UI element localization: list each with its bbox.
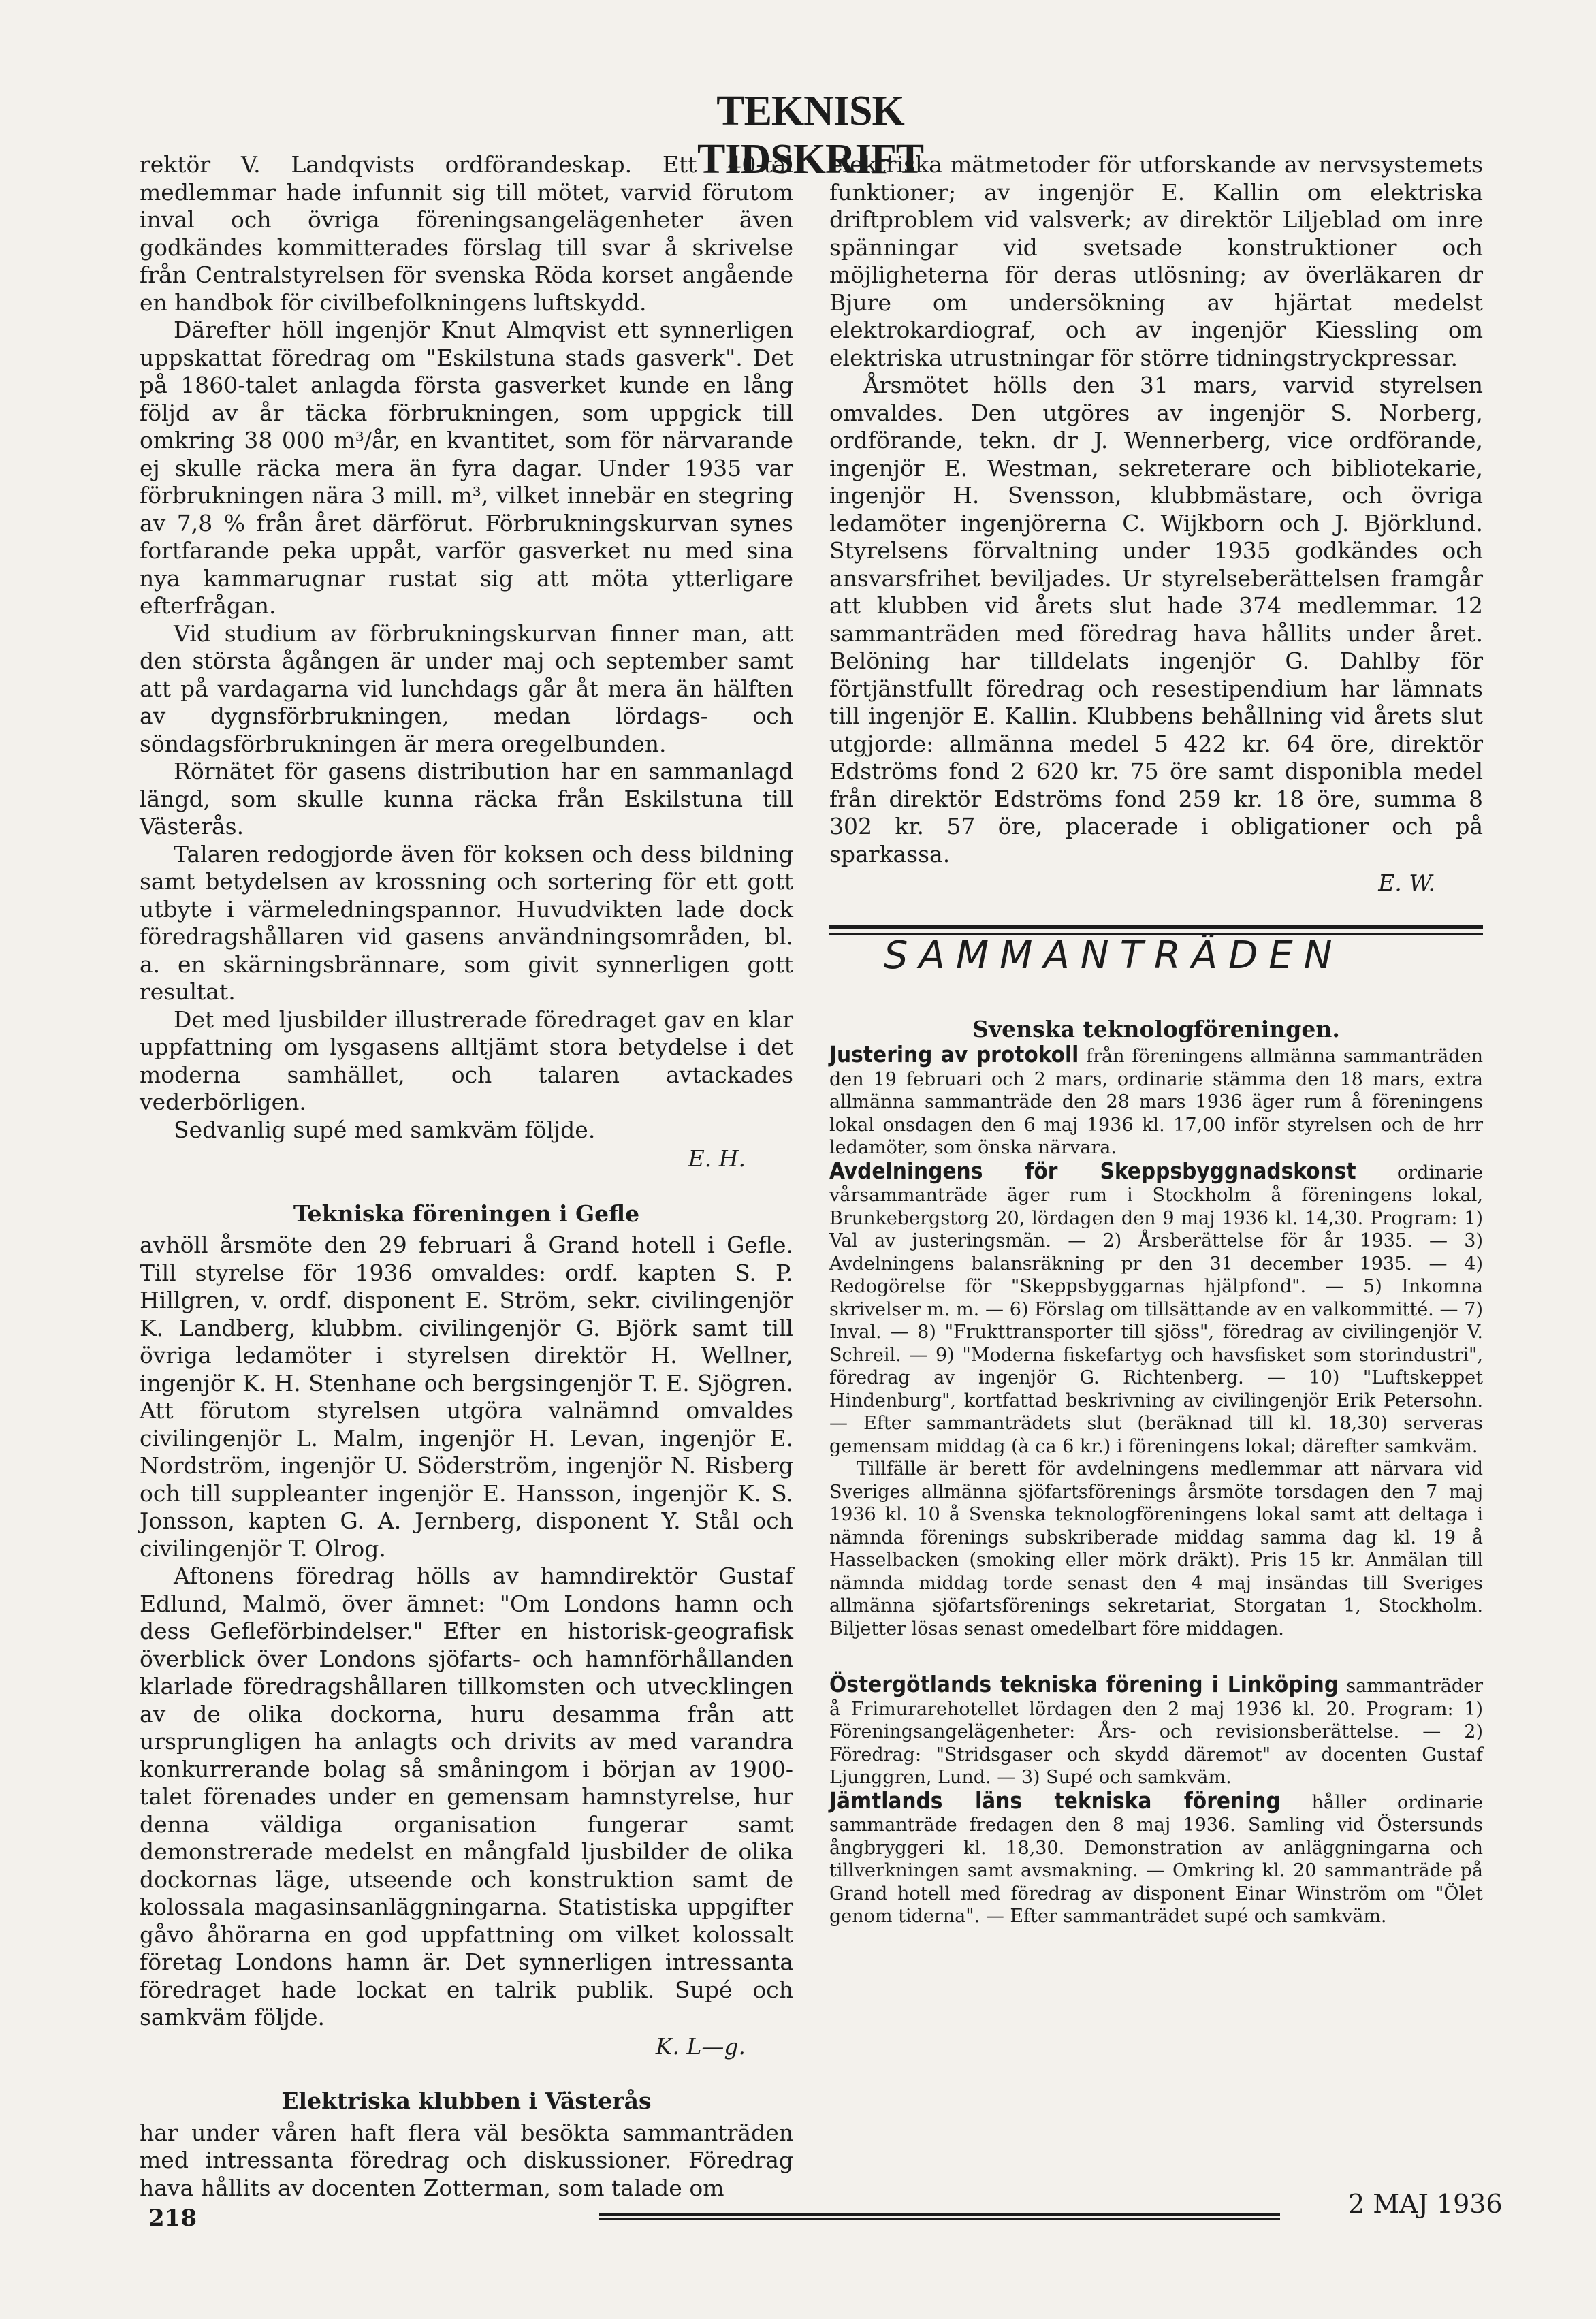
footer-divider [599, 2218, 1280, 2220]
paragraph: Talaren redogjorde även för koksen och dess bildning samt betydelsen av krossning och sortering för ett gott utbyte i värmeledningspannor. Huvudvikten lade dock föredragshållaren vid gasens användningsområden, bl. a. en skärningsbrännare, som givit synnerligen gott resultat. [140, 840, 793, 1005]
subsection-heading: Svenska teknologföreningen. [972, 1015, 1340, 1042]
entry-title: Justering av protokoll [829, 1041, 1079, 1068]
entry-text: håller ordinarie sammanträde fredagen den 8 maj 1936. Samling vid Östersunds ångbryggeri kl. 18,30. Demonstration av anläggningarna och tillverkningen samt avsmakning. — Omkring kl. 20 sammanträde på Grand hotell med föredrag av disponent Einar Winström om "Ölet genom tiderna". — Efter sammanträdet supé och samkväm. [829, 1791, 1483, 1927]
paragraph: Rörnätet för gasens distribution har en sammanlagd längd, som skulle kunna räcka från Eskilstuna till Västerås. [140, 758, 793, 839]
entry-text: ordinarie vårsammanträde äger rum i Stockholm å föreningens lokal, Brunkebergstorg 20, lördagen den 9 maj 1936 kl. 14,30. Program: 1) Val av justeringsmän. — 2) Årsberättelse för år 1935. — 3) Avdelningens balansräkning pr den 31 december 1935. — 4) Redogörelse för "Skeppsbyggarnas hjälpfond". — 5) Inkomna skrivelser m. m. — 6) Förslag om tillsättande av en valkommitté. — 7) Inval. — 8) "Frukttransporter till sjöss", föredrag av civilingenjör V. Schreil. — 9) "Moderna fiskefartyg och havsfisket som storindustri", föredrag av ingenjör G. Richtenberg. — 10) "Luftskeppet Hindenburg", kortfattad beskrivning av civilingenjör Erik Petersohn. — Efter sammanträdets slut (beräknad till kl. 18,30) serveras gemensam middag (à ca 6 kr.) i föreningens lokal; därefter samkväm. [829, 1162, 1483, 1457]
section-heading-vasteras: Elektriska klubben i Västerås [281, 2088, 652, 2114]
paragraph: Därefter höll ingenjör Knut Almqvist ett synnerligen uppskattat föredrag om "Eskilstuna stads gasverk". Det på 1860-talet anlagda första gasverket kunde en lång följd av år täcka förbrukningen, som uppgick till omkring 38 000 m³/år, en kvantitet, som för närvarande ej skulle räcka mera än fyra dagar. Under 1935 var förbrukningen nära 3 mill. m³, vilket innebär en stegring av 7,8 % från året därförut. Förbrukningskurvan synes fortfarande peka uppåt, varför gasverket nu med sina nya kammarugnar rustat sig att möta ytterligare efterfrågan. [140, 317, 793, 619]
meeting-entry [829, 1157, 1483, 1458]
section-banner: SAMMANTRÄDEN [884, 933, 1343, 978]
masthead: TEKNISK TIDSKRIFT [697, 88, 924, 182]
paragraph: Årsmötet hölls den 31 mars, varvid styrelsen omvaldes. Den utgöres av ingenjör S. Norberg, ordförande, tekn. dr J. Wennerberg, vice ordförande, ingenjör E. Westman, sekreterare och bibliotekarie, ingenjör H. Svensson, klubbmästare, och övriga ledamöter ingenjörerna C. Wijkborn och J. Björklund. Styrelsens förvaltning under 1935 godkändes och ansvarsfrihet beviljades. Ur styrelseberättelsen framgår att klubben vid årets slut hade 374 medlemmar. 12 sammanträden med föredrag hava hållits under året. Belöning har tilldelats ingenjör G. Dahlby för förtjänstfullt föredrag och resestipendium har lämnats till ingenjör E. Kallin. Klubbens behållning vid årets slut utgjorde: allmänna medel 5 422 kr. 64 öre, direktör Edströms fond 2 620 kr. 75 öre samt disponibla medel från direktör Edströms fond 259 kr. 18 öre, summa 8 302 kr. 57 öre, placerade i obligationer och på sparkassa. [829, 372, 1483, 867]
paragraph: Aftonens föredrag hölls av hamndirektör Gustaf Edlund, Malmö, över ämnet: "Om Londons hamn och dess Gefleförbindelser." Efter en historisk-geografisk överblick över Londons sjöfarts- och hamnförhållanden klarlade föredragshållaren tillkomsten och utvecklingen av de olika dockorna, huru desamma från att ursprungligen ha anlagts och drivits av med varandra konkurrerande bolag så småningom i början av 1900-talet förenades under en gemensam hamnstyrelse, hur denna väldiga organisation fungerar samt demonstrerade medelst en mångfald ljusbilder de olika dockornas läge, utseende och konstruktion samt de kolossala magasinsanläggningarna. Statistiska uppgifter gåvo åhörarna en god uppfattning om vilket kolossalt företag Londons hamn är. Det synnerligen intressanta föredraget hade lockat en talrik publik. Supé och samkväm följde. [140, 1563, 793, 2030]
paragraph: avhöll årsmöte den 29 februari å Grand hotell i Gefle. Till styrelse för 1936 omvaldes: ordf. kapten S. P. Hillgren, v. ordf. disponent E. Ström, sekr. civilingenjör K. Landberg, klubbm. civilingenjör G. Björk samt till övriga ledamöter i styrelsen direktör H. Wellner, ingenjör K. H. Stenhane och bergsingenjör T. E. Sjögren. Att förutom styrelsen utgöra valnämnd omvaldes civilingenjör L. Malm, ingenjör H. Levan, ingenjör E. Nordström, ingenjör U. Söderström, ingenjör N. Risberg och till suppleanter ingenjör E. Hansson, ingenjör K. S. Jonsson, kapten G. A. Jernberg, disponent Y. Stål och civilingenjör T. Olrog. [140, 1232, 793, 1562]
entry-title: Östergötlands tekniska förening i Linköping [829, 1671, 1339, 1697]
footer-divider [599, 2213, 1280, 2216]
paragraph: elektriska mätmetoder för utforskande av nervsystemets funktioner; av ingenjör E. Kallin om elektriska driftproblem vid valsverk; av direktör Liljeblad om inre spänningar vid svetsade konstruktioner och möjligheterna för deras utlösning; av överläkaren dr Bjure om undersökning av hjärtat medelst elektrokardiograf, och av ingenjör Kiessling om elektriska utrustningar för större tidningstryckpressar. [829, 151, 1483, 371]
entry-text: sammanträder å Frimurarehotellet lördagen den 2 maj 1936 kl. 20. Program: 1) Föreningsangelägenheter: Års- och revisionsberättelse. — 2) Föredrag: "Stridsgaser och skydd däremot" av docenten Gustaf Ljunggren, Lund. — 3) Supé och samkväm. [829, 1676, 1483, 1788]
meetings-list [829, 1043, 1483, 1928]
signature: K. L—g. [655, 2032, 746, 2060]
meeting-entry: Tillfälle är berett för avdelningens medlemmar att närvara vid Sveriges allmänna sjöfartsförenings årsmöte torsdagen den 7 maj 1936 kl. 10 å Svenska teknologföreningens lokal samt att deltaga i nämnda förenings subskriberade middag samma dag kl. 19 å Hasselbacken (smoking eller mörk dräkt). Pris 15 kr. Anmälan till nämnda middag torde senast den 4 maj insändas till Sveriges allmänna sjöfartsförenings sekretariat, Storgatan 1, Stockholm. Biljetter lösas senast omedelbart före middagen. [829, 1458, 1483, 1640]
signature: E. W. [1378, 869, 1435, 896]
paragraph: Sedvanlig supé med samkväm följde. [174, 1116, 596, 1143]
left-column [140, 151, 793, 2202]
signature: E. H. [688, 1145, 746, 1172]
paragraph: rektör V. Landqvists ordförandeskap. Ett 40-tal medlemmar hade infunnit sig till mötet, varvid förutom inval och övriga föreningsangelägenheter även godkändes kommitterades förslag till svar å skrivelse från Centralstyrelsen för svenska Röda korset angående en handbok för civilbefolkningens luftskydd. [140, 151, 793, 316]
divider [829, 925, 1483, 929]
meeting-entry [829, 1043, 1483, 1160]
page-number: 218 [148, 2205, 197, 2232]
paragraph: Det med ljusbilder illustrerade föredraget gav en klar uppfattning om lysgasens alltjämt stora betydelse i det moderna samhället, och talaren avtackades vederbörligen. [140, 1006, 793, 1115]
entry-title: Jämtlands läns tekniska förening [829, 1787, 1281, 1814]
entry-title: Avdelningens för Skeppsbyggnadskonst [829, 1157, 1356, 1184]
issue-date: 2 MAJ 1936 [1348, 2189, 1503, 2219]
right-column [829, 151, 1483, 1928]
entry-text: från föreningens allmänna sammanträden den 19 februari och 2 mars, ordinarie stämma den 18 mars, extra allmänna sammanträde den 28 mars 1936 äger rum å föreningens lokal onsdagen den 6 maj 1936 kl. 17,00 inför styrelsen och de hrr ledamöter, som önska närvara. [829, 1046, 1483, 1158]
section-heading-gefle: Tekniska föreningen i Gefle [293, 1200, 640, 1227]
meeting-entry [829, 1789, 1483, 1928]
paragraph: har under våren haft flera väl besökta sammanträden med intressanta föredrag och diskussioner. Föredrag hava hållits av docenten Zotterman, som talade om [140, 2119, 793, 2201]
paragraph: Vid studium av förbrukningskurvan finner man, att den största ågången är under maj och september samt att på vardagarna vid lunchdags går åt mera än hälften av dygnsförbrukningen, medan lördags- och söndagsförbrukningen är mera oregelbunden. [140, 620, 793, 757]
meeting-entry [829, 1673, 1483, 1789]
section-banner-block [829, 925, 1483, 999]
